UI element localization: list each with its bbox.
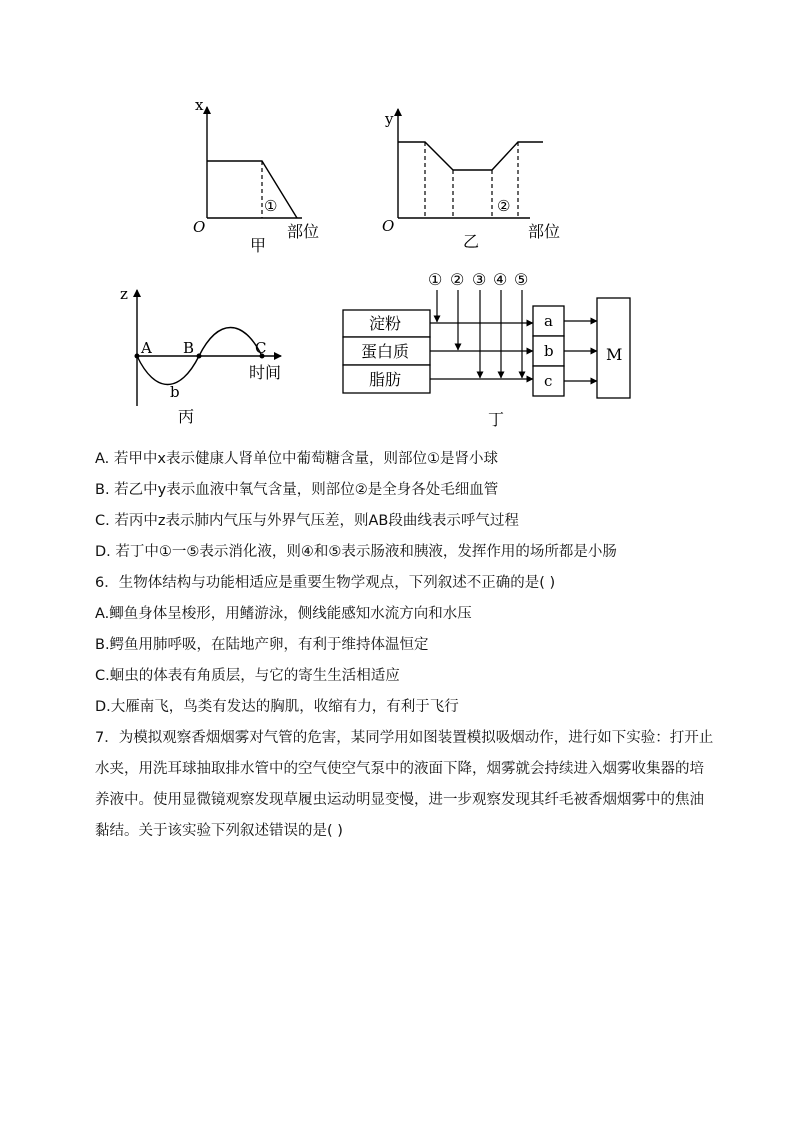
axis-label-x: 时间: [249, 363, 282, 382]
q6-stem: 6．生物体结构与功能相适应是重要生物学观点，下列叙述不正确的是( ): [95, 575, 556, 591]
target-label-m: M: [606, 345, 623, 364]
label-c: C: [255, 339, 267, 357]
origin-label: O: [193, 218, 206, 236]
axis-label-x: 部位: [287, 222, 320, 241]
origin-label: O: [382, 217, 395, 235]
input-label-2: ②: [450, 270, 465, 289]
q5-option-b: B. 若乙中y表示血液中氧气含量，则部位②是全身各处毛细血管: [95, 482, 499, 498]
figure-caption: 丙: [178, 407, 195, 426]
label-a: A: [141, 339, 152, 357]
q6-option-b: B.鳄鱼用肺呼吸，在陆地产卵，有利于维持体温恒定: [95, 637, 429, 653]
curve: [207, 161, 297, 218]
point-a: [135, 354, 140, 359]
q6-option-c: C.蛔虫的体表有角质层，与它的寄生生活相适应: [95, 668, 400, 684]
q5-option-c: C. 若丙中z表示肺内气压与外界气压差，则AB段曲线表示呼气过程: [95, 513, 519, 529]
axis-label-y: y: [385, 110, 394, 128]
q6-option-d: D.大雁南飞，鸟类有发达的胸肌，收缩有力，有利于飞行: [95, 699, 459, 715]
product-label-a: a: [544, 312, 553, 330]
label-trough: b: [170, 383, 180, 401]
product-label-c: c: [544, 372, 553, 390]
nutrient-label-fat: 脂肪: [369, 370, 402, 389]
q5-option-a: A. 若甲中x表示健康人肾单位中葡萄糖含量，则部位①是肾小球: [95, 451, 498, 467]
figure-ding: [340, 268, 670, 433]
figure-bing: [115, 282, 295, 432]
nutrient-label-starch: 淀粉: [369, 314, 402, 333]
axis-label-z: z: [120, 285, 128, 303]
input-label-3: ③: [472, 270, 487, 289]
q5-option-d: D. 若丁中①一⑤表示消化液，则④和⑤表示肠液和胰液，发挥作用的场所都是小肠: [95, 544, 617, 560]
axis-label-y: x: [195, 96, 204, 114]
figure-caption: 丁: [488, 410, 505, 429]
input-label-4: ④: [493, 270, 508, 289]
product-label-b: b: [544, 342, 554, 360]
curve: [398, 142, 543, 170]
marker-label: ①: [264, 197, 278, 215]
q6-option-a: A.鲫鱼身体呈梭形，用鳍游泳，侧线能感知水流方向和水压: [95, 606, 472, 622]
input-label-1: ①: [428, 270, 443, 289]
figure-yi: [380, 95, 570, 255]
nutrient-label-protein: 蛋白质: [361, 342, 410, 361]
axis-label-x: 部位: [528, 222, 561, 241]
figure-caption: 乙: [463, 232, 480, 251]
point-b: [197, 354, 202, 359]
marker-label: ②: [497, 197, 511, 215]
input-label-5: ⑤: [514, 270, 529, 289]
q7-stem: 7．为模拟观察香烟烟雾对气管的危害，某同学用如图装置模拟吸烟动作，进行如下实验：打开止水夹，用洗耳球抽取排水管中的空气使空气泵中的液面下降，烟雾就会持续进入烟雾收集器的培养液中。使用显微镜观察发现草履虫运动明显变慢，进一步观察发现其纤毛被香烟烟雾中的焦油黏结。关于该实验下列叙述错误的是( ): [95, 730, 714, 839]
label-b: B: [183, 339, 195, 357]
figure-caption: 甲: [250, 236, 267, 255]
figure-jia: [190, 95, 320, 255]
